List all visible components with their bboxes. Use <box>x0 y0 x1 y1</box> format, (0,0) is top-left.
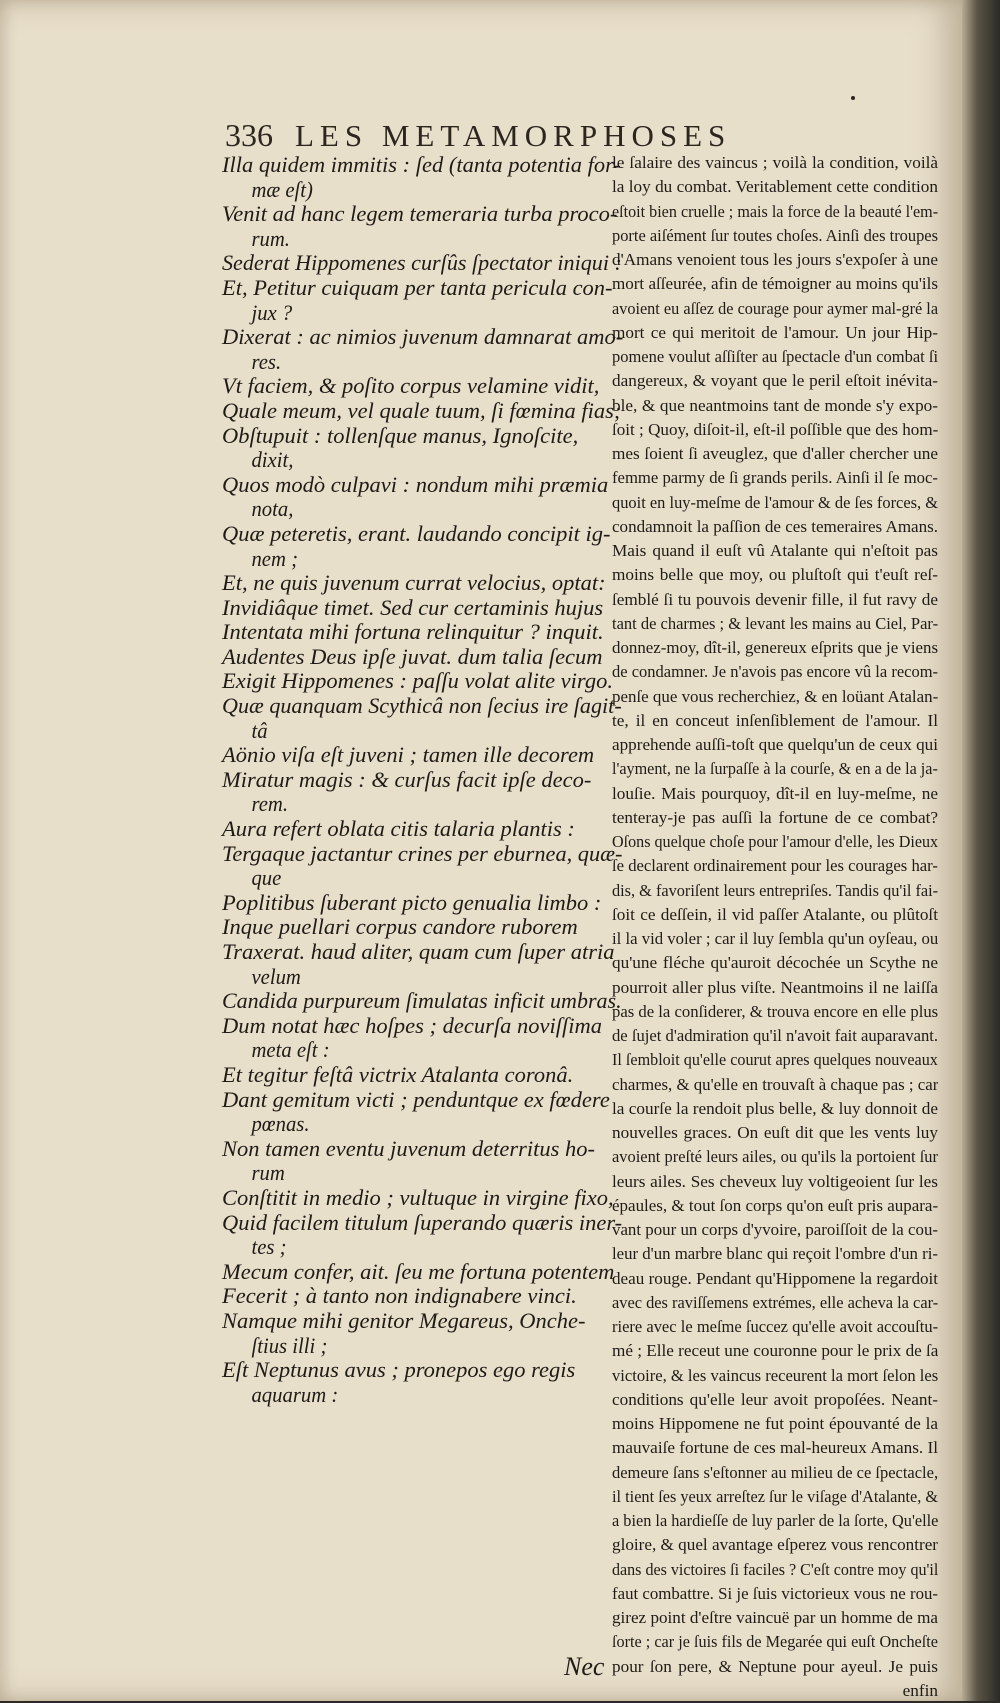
french-prose-line: te, il en conceut inſenſiblement de l'amour. Il <box>612 710 938 730</box>
french-prose-line: vant pour un corps d'yvoire, paroiſſoit de la cou- <box>612 1220 939 1239</box>
latin-verse-line: Quid facilem titulum ſuperando quæris iner- <box>222 1209 623 1235</box>
french-prose-column <box>612 151 938 1703</box>
latin-verse-line: Quæ peteretis, erant. laudando concipit ig- <box>222 520 611 546</box>
french-prose-line: Il ſembloit qu'elle courut apres quelques nouveaux <box>612 1050 938 1070</box>
latin-verse-line: velum <box>251 963 301 989</box>
french-prose-line: louſie. Mais pourquoy, dît-il en luy-meſme, ne <box>612 783 938 803</box>
french-prose-line: ble, & que neantmoins tant de monde s'y expo- <box>612 395 938 415</box>
french-prose-line: deau rouge. Pendant qu'Hippomene la regardoit <box>612 1268 939 1288</box>
page-header <box>222 117 731 153</box>
french-prose-line: leurs ailes. Ses cheveux luy voltigeoient ſur les <box>612 1171 938 1191</box>
french-prose-line: le ſalaire des vaincus ; voilà la condition, voilà <box>612 153 938 172</box>
latin-verse-line: Traxerat. haud aliter, quam cum ſuper atria <box>222 939 615 964</box>
latin-verse-line: tes ; <box>251 1234 287 1260</box>
latin-verse-line: Poplitibus ſuberant picto genualia limbo : <box>222 889 602 915</box>
french-prose-line: la courſe la rendoit plus belle, & luy donnoit de <box>612 1098 938 1118</box>
french-prose-line: dans des victoires ſi faciles ? C'eſt contre moy qu'il <box>612 1559 938 1579</box>
latin-verse-line: Et tegitur feſtâ victrix Atalanta coronâ. <box>222 1061 574 1087</box>
latin-verse-line: Dant gemitum victi ; penduntque ex fœdere <box>222 1086 610 1112</box>
latin-verse-line: Exigit Hippomenes : paſſu volat alite virgo. <box>222 668 613 694</box>
catchword: Nec <box>564 1652 605 1681</box>
latin-verse-line: Aura refert oblata citis talaria plantis : <box>222 816 575 842</box>
latin-verse-line: dixit, <box>251 447 294 473</box>
latin-verse-line: Candida purpureum ſimulatas inficit umbras. <box>222 988 622 1014</box>
french-prose-line: ſorte ; car je ſuis fils de Megarée qui euſt Oncheſte <box>612 1632 938 1652</box>
french-prose-line: dangereux, & voyant que le peril eſtoit inévita- <box>612 371 938 391</box>
page-number: 336 <box>225 117 273 153</box>
latin-verse-line: Audentes Deus ipſe juvat. dum talia ſecum <box>222 643 603 669</box>
latin-verse-line: Quæ quanquam Scythicâ non ſecius ire ſagit- <box>222 693 622 719</box>
latin-verse-line: Sederat Hippomenes curſûs ſpectator iniqui : <box>222 250 622 276</box>
latin-verse-line: Quos modò culpavi : nondum mihi præmia <box>222 471 609 497</box>
french-prose-line: avoient preſté leurs ailes, ou qu'ils la portoient ſur <box>612 1147 938 1167</box>
latin-verse-line: Illa quidem immitis : ſed (tanta potentia for- <box>222 152 621 177</box>
french-prose-line: eſtoit bien cruelle ; mais la force de la beauté l'em- <box>612 201 939 221</box>
french-prose-line: l'ayment, ne la ſurpaſſe à la courſe, & en a de la ja- <box>612 759 938 779</box>
french-prose-line: quoit en luy-meſme de l'amour & de ſes forces, & <box>612 492 938 512</box>
latin-verse-line: rem. <box>251 791 289 817</box>
french-prose-line: pour ſon pere, & Neptune pour ayeul. Je puis <box>612 1656 938 1676</box>
latin-verse-line: mæ eſt) <box>251 176 313 202</box>
latin-verse-line: rum <box>251 1160 285 1186</box>
french-prose-line: tenteray-je pas auſſi la fortune de ce combat? <box>612 807 938 827</box>
latin-verse-line: Conſtitit in medio ; vultuque in virgine fixo, <box>222 1184 614 1210</box>
latin-verse-line: Fecerit ; à tanto non indignabere vinci. <box>222 1283 577 1309</box>
french-prose-line: enfin <box>902 1680 938 1700</box>
french-prose-line: avoient eu aſſez de courage pour aymer mal-gré la <box>612 298 939 318</box>
french-prose-line: demeure ſans s'eſtonner au milieu de ce ſpectacle, <box>612 1462 939 1482</box>
french-prose-line: mauvaiſe fortune de ces mal-heureux Amans. Il <box>612 1438 938 1458</box>
latin-verse-line: Intentata mihi fortuna relinquitur ? inquit. <box>222 619 604 645</box>
french-prose-line: moins Hippomene ne fut point épouvanté de la <box>612 1414 938 1433</box>
french-prose-line: nouvelles graces. On euſt dit que les vents luy <box>612 1123 938 1142</box>
french-prose-line: faut combattre. Si je ſuis victorieux vous ne rou- <box>612 1583 939 1603</box>
french-prose-line: a bien la hardieſſe de luy parler de la ſorte, Qu'elle <box>612 1511 939 1530</box>
latin-verse-line: meta eſt : <box>251 1037 330 1063</box>
latin-verse-line: Et, ne quis juvenum currat velocius, optat: <box>222 570 606 596</box>
french-prose-line: tant de charmes ; & levant les mains au Ciel, Par- <box>612 613 939 633</box>
latin-verse-line: Et, Petitur cuiquam per tanta pericula con- <box>222 274 613 300</box>
french-prose-line: ſoit ; Quoy, diſoit-il, eſt-il poſſible que des hom- <box>612 419 939 439</box>
latin-verse-line: ſtius illi ; <box>251 1332 328 1358</box>
latin-verse-column <box>222 153 622 1407</box>
french-prose-line: pomene voulut aſſiſter au ſpectacle d'un combat ſi <box>612 347 939 366</box>
french-prose-line: ſe declarent ordinairement pour les courages har- <box>612 856 938 876</box>
latin-verse-line: Invidiâque timet. Sed cur certaminis hujus <box>222 594 604 620</box>
latin-verse-line: Aönio viſa eſt juveni ; tamen ille decorem <box>222 742 595 768</box>
french-prose-line: de ſujet d'admiration qu'il n'avoit fait auparavant. <box>612 1026 938 1045</box>
latin-verse-line: que <box>251 865 282 891</box>
latin-verse-line: Dixerat : ac nimios juvenum damnarat amo- <box>222 324 624 350</box>
french-prose-line: épaules, & tout ſon corps qu'on euſt pris aupara- <box>612 1195 939 1215</box>
latin-verse-line: jux ? <box>251 299 293 325</box>
french-prose-line: qu'une fléche qu'auroit décochée un Scythe ne <box>612 953 938 973</box>
latin-verse-line: Dum notat hæc hoſpes ; decurſa noviſſima <box>222 1012 602 1038</box>
french-prose-line: donnez-moy, dît-il, genereux eſprits que je viens <box>612 638 939 657</box>
latin-verse-line: Mecum confer, ait. ſeu me fortuna potentem <box>222 1258 615 1284</box>
latin-verse-line: res. <box>251 348 282 374</box>
latin-verse-line: Inque puellari corpus candore ruborem <box>222 914 578 940</box>
latin-verse-line: Eſt Neptunus avus ; pronepos ego regis <box>222 1357 576 1383</box>
french-prose-line: mort aſſeurée, afin de témoigner au moins qu'ils <box>612 274 939 294</box>
french-prose-line: la loy du combat. Veritablement cette condition <box>612 177 938 197</box>
french-prose-line: gloire, & quel avantage eſperez vous rencontrer <box>612 1535 939 1555</box>
french-prose-line: charmes, & qu'elle en trouvaſt à chaque pas ; car <box>612 1074 939 1094</box>
french-prose-line: mort ce qui meritoit de l'amour. Un jour Hip- <box>612 322 938 342</box>
french-prose-line: riere avec le meſme ſuccez qu'elle avoit accouſtu- <box>612 1317 939 1336</box>
french-prose-line: de condamner. Je n'avois pas encore vû la recom- <box>612 662 939 682</box>
french-prose-line: pas de la conſiderer, & trouva encore en elle plus <box>612 1001 938 1021</box>
latin-verse-line: Obſtupuit : tollenſque manus, Ignoſcite, <box>222 422 579 448</box>
french-prose-line: il tient ſes yeux arreſtez ſur le viſage d'Atalante, & <box>612 1486 939 1506</box>
french-prose-line: victoire, & les vaincus receurent la mort ſelon les <box>612 1365 938 1385</box>
french-prose-line: mé ; Elle receut une couronne pour le prix de ſa <box>612 1341 939 1361</box>
french-prose-line: condamnoit la paſſion de ces temeraires Amans. <box>612 516 939 536</box>
latin-verse-line: Miratur magis : & curſus facit ipſe deco- <box>222 766 592 792</box>
french-prose-line: pourroit aller plus viſte. Neantmoins il ne laiſſa <box>612 977 938 997</box>
latin-verse-line: aquarum : <box>251 1381 339 1407</box>
french-prose-line: il la vid voler ; car il luy ſembla qu'un oyſeau, ou <box>612 929 938 948</box>
french-prose-line: Mais quand il euſt vû Atalante qui n'eſtoit pas <box>612 541 938 560</box>
french-prose-line: porte aiſément ſur toutes choſes. Ainſi des troupes <box>612 225 938 245</box>
latin-verse-line: rum. <box>251 225 290 251</box>
latin-verse-line: Quale meum, vel quale tuum, ſi fœmina fias; <box>222 397 622 423</box>
latin-verse-line: Namque mihi genitor Megareus, Onche- <box>222 1307 586 1333</box>
french-prose-line: Oſons quelque choſe pour l'amour d'elle, les Dieux <box>612 832 939 851</box>
ink-speck <box>851 96 855 100</box>
french-prose-line: ſoit ce deſſein, il vid paſſer Atalante, ou plûtoſt <box>612 904 938 924</box>
french-prose-line: avec des raviſſemens extrémes, elle acheva la car- <box>612 1292 938 1312</box>
latin-verse-line: Venit ad hanc legem temeraria turba proco- <box>222 201 618 227</box>
french-prose-line: conditions qu'elle leur avoit propoſées. Neant- <box>612 1389 938 1409</box>
french-prose-line: apprehende auſſi-toſt que quelqu'un de ceux qui <box>612 735 939 754</box>
french-prose-line: moins belle que moy, ou pluſtoſt qui t'euſt reſ- <box>612 565 938 585</box>
french-prose-line: girez point d'eſtre vaincuë par un homme de ma <box>612 1608 939 1627</box>
french-prose-line: femme parmy de ſi grands perils. Ainſi il ſe moc- <box>612 468 938 488</box>
latin-verse-line: nem ; <box>251 545 299 571</box>
french-prose-line: mes ſoient ſi aveuglez, que d'aller chercher une <box>612 444 938 463</box>
french-prose-line: dis, & favoriſent leurs entrepriſes. Tandis qu'il fai- <box>612 880 939 900</box>
latin-verse-line: Non tamen eventu juvenum deterritus ho- <box>222 1135 596 1161</box>
french-prose-line: leur d'un marbre blanc qui reçoit l'ombre d'un ri- <box>612 1244 938 1264</box>
running-head: LES METAMORPHOSES <box>295 118 732 153</box>
french-prose-line: d'Amans venoient tous les jours s'expoſer à une <box>612 250 938 269</box>
latin-verse-line: Vt faciem, & poſito corpus velamine vidit, <box>222 373 600 399</box>
latin-verse-line: Tergaque jactantur crines per eburnea, quæ- <box>222 840 623 866</box>
latin-verse-line: pœnas. <box>251 1111 310 1137</box>
french-prose-line: penſe que vous recherchiez, & en loüant Atalan- <box>612 686 939 706</box>
page-edge-shadow <box>962 0 1000 1701</box>
latin-verse-line: nota, <box>251 496 294 522</box>
latin-verse-line: tâ <box>251 717 268 743</box>
french-prose-line: ſemblé ſi tu pouvois devenir fille, il fut ravy de <box>612 589 938 609</box>
